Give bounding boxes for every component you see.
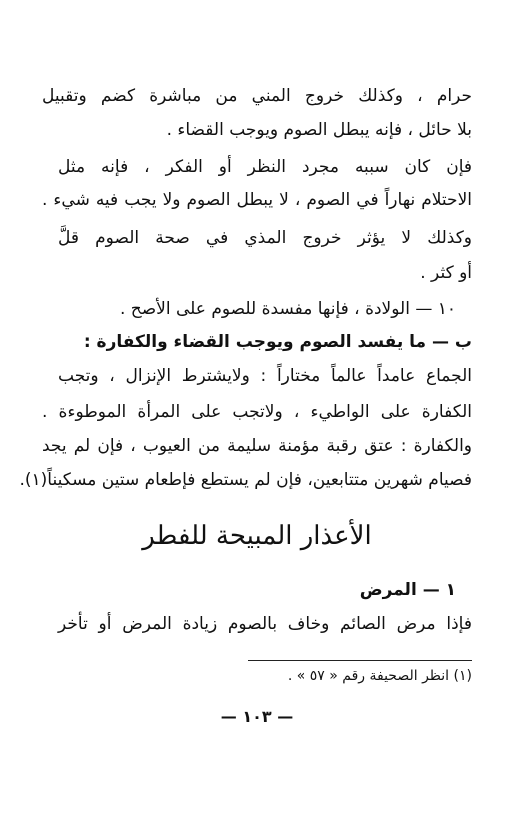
text-line-1: حرام ، وكذلك خروج المني من مباشرة كضم وتقبيل	[42, 86, 472, 106]
text-line-10: الكفارة على الواطيء ، ولاتجب على المرأة الموطوءة .	[42, 402, 472, 422]
subsection-heading: ب — ما يفسد الصوم ويوجب القضاء والكفارة :	[83, 332, 472, 352]
text-line-12: فصيام شهرين متتابعين، فإن لم يستطع فإطعام ستين مسكيناً(١).	[19, 470, 472, 490]
footnote-divider	[248, 660, 472, 661]
text-line-5: وكذلك لا يؤثر خروج المذي في صحة الصوم قلَّ	[58, 228, 472, 248]
section-title: ١ — المرض	[359, 580, 456, 600]
page-number: — ١٠٣ —	[220, 707, 294, 726]
text-line-9: الجماع عامداً عالماً مختاراً : ولايشترط الإنزال ، وتجب	[58, 366, 472, 386]
text-line-2: بلا حائل ، فإنه يبطل الصوم ويوجب القضاء .	[166, 120, 472, 140]
chapter-heading: الأعذار المبيحة للفطر	[142, 521, 372, 551]
text-line-3: فإن كان سببه مجرد النظر أو الفكر ، فإنه مثل	[58, 157, 472, 177]
text-line-11: والكفارة : عتق رقبة مؤمنة سليمة من العيوب ، فإن لم يجد	[42, 436, 472, 456]
text-line-6: أو كثر .	[420, 263, 472, 283]
text-line-4: الاحتلام نهاراً في الصوم ، لا يبطل الصوم ولا يجب فيه شيء .	[42, 190, 472, 210]
text-line-7: ١٠ — الولادة ، فإنها مفسدة للصوم على الأصح .	[119, 299, 456, 319]
footnote: (١) انظر الصحيفة رقم « ٥٧ » .	[287, 668, 472, 684]
section-text: فإذا مرض الصائم وخاف بالصوم زيادة المرض أو تأخر	[58, 614, 472, 634]
